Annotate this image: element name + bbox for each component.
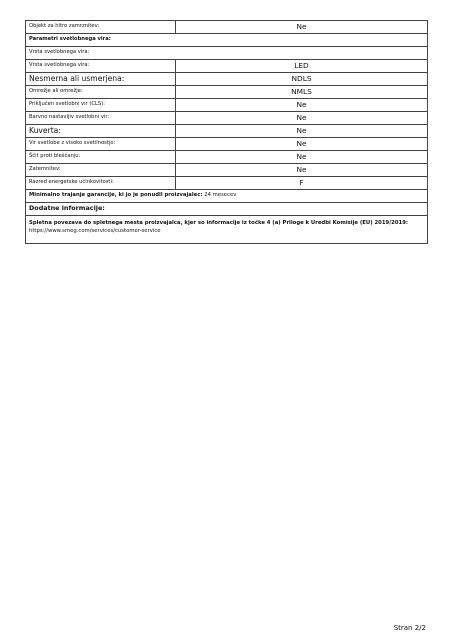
guarantee-cell bbox=[26, 190, 428, 203]
guarantee-row bbox=[26, 190, 428, 203]
row-value: NDLS bbox=[176, 73, 428, 86]
row-value: Ne bbox=[176, 164, 428, 177]
row-value: F bbox=[176, 177, 428, 190]
table-row bbox=[26, 125, 428, 138]
weblink-row bbox=[26, 216, 428, 244]
weblink-cell bbox=[26, 216, 428, 244]
row-label: Ščit proti bleščanju: bbox=[26, 151, 176, 164]
page-number: Stran 2/2 bbox=[393, 624, 426, 632]
row-label: Vir svetlobe z visoko svetilnostjo: bbox=[26, 138, 176, 151]
section-title: Parametri svetlobnega vira: bbox=[26, 34, 428, 47]
row-value: Ne bbox=[176, 138, 428, 151]
row-label: Nesmerna ali usmerjena: bbox=[26, 73, 176, 86]
row-value: Ne bbox=[176, 125, 428, 138]
row-label: Razred energetske učinkovitosti: bbox=[26, 177, 176, 190]
table-row bbox=[26, 60, 428, 73]
row-label: Objekt za hitro zamrznitev: bbox=[26, 21, 176, 34]
additional-info-title: Dodatne informacije: bbox=[26, 203, 428, 216]
light-type-label: Vrsta svetlobnega vira: bbox=[26, 47, 428, 60]
row-label: Zatemnitev: bbox=[26, 164, 176, 177]
row-value: Ne bbox=[176, 151, 428, 164]
row-value: Ne bbox=[176, 21, 428, 34]
table-row bbox=[26, 164, 428, 177]
row-label: Omrežje ali omrežje: bbox=[26, 86, 176, 99]
row-label: Priključen svetlobni vir (CLS): bbox=[26, 99, 176, 112]
row-value: NMLS bbox=[176, 86, 428, 99]
row-value: Ne bbox=[176, 99, 428, 112]
row-label: Vrsta svetlobnega vira: bbox=[26, 60, 176, 73]
row-label: Barvno nastavljiv svetlobni vir: bbox=[26, 112, 176, 125]
row-value: Ne bbox=[176, 112, 428, 125]
table-row bbox=[26, 47, 428, 60]
table-row bbox=[26, 99, 428, 112]
table-row bbox=[26, 86, 428, 99]
product-info-table bbox=[25, 20, 428, 244]
row-value: LED bbox=[176, 60, 428, 73]
table-row bbox=[26, 177, 428, 190]
additional-info-row bbox=[26, 203, 428, 216]
guarantee-value: 24 mesecev bbox=[204, 192, 237, 199]
table-row bbox=[26, 73, 428, 86]
guarantee-label: Minimalno trajanje garancije, ki jo je ponudil proizvajalec: bbox=[29, 192, 203, 199]
weblink-label: Spletna povezava do spletnega mesta proizvajalca, kjer so informacije iz točke 4 (a) Priloge k Uredbi Komisije (EU) 2019/2019: bbox=[29, 220, 409, 226]
table-row bbox=[26, 138, 428, 151]
table-row bbox=[26, 112, 428, 125]
section-header-row bbox=[26, 34, 428, 47]
product-info-sheet bbox=[25, 20, 428, 244]
table-row bbox=[26, 21, 428, 34]
table-row bbox=[26, 151, 428, 164]
row-label: Kuverta: bbox=[26, 125, 176, 138]
weblink-url[interactable]: https://www.smeg.com/services/customer-service bbox=[29, 227, 161, 234]
